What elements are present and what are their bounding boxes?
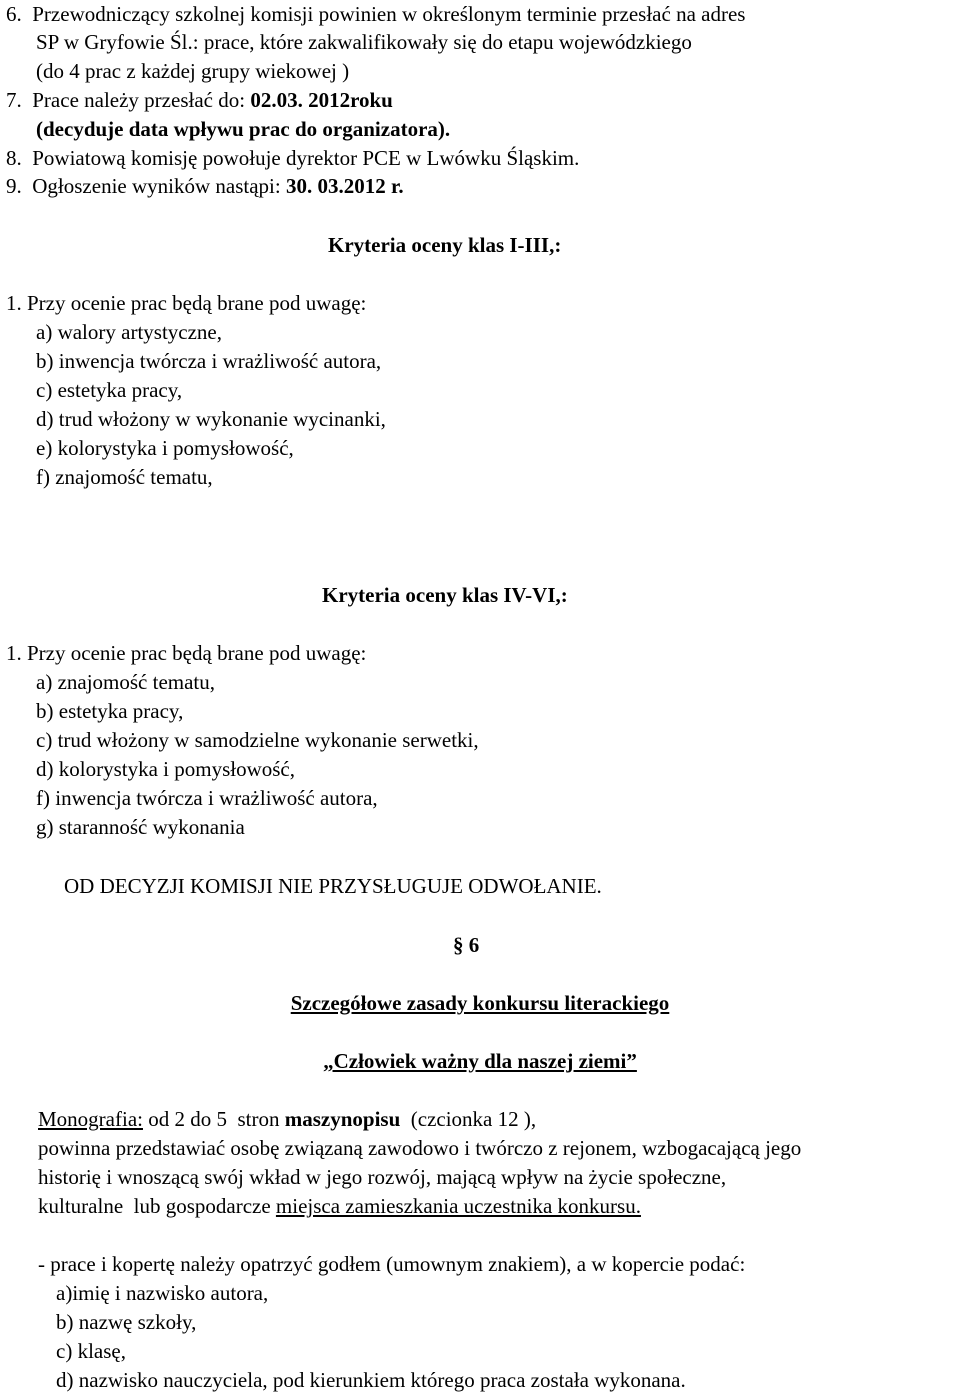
criteria-4-6-item-g: g) staranność wykonania (36, 815, 245, 839)
paragraph-6: § 6 (453, 933, 480, 957)
criteria-1-3-item-b: b) inwencja twórcza i wrażliwość autora, (36, 349, 382, 373)
criteria-4-6-item-f: f) inwencja twórcza i wrażliwość autora, (36, 786, 378, 810)
contest-title: Szczegółowe zasady konkursu literackiego (290, 991, 670, 1015)
criteria-1-3-item-e: e) kolorystyka i pomysłowość, (36, 436, 294, 460)
contest-subtitle: „Człowiek ważny dla naszej ziemi” (323, 1049, 637, 1073)
heading-criteria-1-3: Kryteria oceny klas I-III,: (328, 233, 562, 257)
criteria-4-6-item-a: a) znajomość tematu, (36, 670, 216, 694)
list-item-6-cont2: (do 4 prac z każdej grupy wiekowej ) (36, 59, 350, 83)
criteria-4-6-item-b: b) estetyka pracy, (36, 699, 184, 723)
monograph-line-2: powinna przedstawiać osobę związaną zawodowo i twórczo z rejonem, wzbogacającą jego (38, 1136, 802, 1160)
list-item-6-cont: SP w Gryfowie Śl.: prace, które zakwalifikowały się do etapu wojewódzkiego (36, 30, 692, 54)
envelope-item-c: c) klasę, (56, 1339, 126, 1363)
criteria-1-3-item-a: a) walory artystyczne, (36, 320, 222, 344)
criteria-4-6-item-d: d) kolorystyka i pomysłowość, (36, 757, 295, 781)
envelope-intro: - prace i kopertę należy opatrzyć godłem (umownym znakiem), a w kopercie podać: (38, 1252, 746, 1276)
list-item-6: 6. Przewodniczący szkolnej komisji powinien w określonym terminie przesłać na adres (6, 2, 746, 26)
criteria-4-6-item-c: c) trud włożony w samodzielne wykonanie serwetki, (36, 728, 479, 752)
envelope-item-b: b) nazwę szkoły, (56, 1310, 197, 1334)
criteria-1-3-item-c: c) estetyka pracy, (36, 378, 183, 402)
criteria-1-3-item-d: d) trud włożony w wykonanie wycinanki, (36, 407, 386, 431)
list-item-7-cont: (decyduje data wpływu prac do organizatora). (36, 117, 451, 141)
monograph-line-4: kulturalne lub gospodarcze miejsca zamieszkania uczestnika konkursu. (38, 1194, 641, 1218)
monograph-line-1: Monografia: od 2 do 5 stron maszynopisu (czcionka 12 ), (38, 1107, 537, 1131)
envelope-item-a: a)imię i nazwisko autora, (56, 1281, 269, 1305)
list-item-9: 9. Ogłoszenie wyników nastąpi: 30. 03.2012 r. (6, 174, 404, 198)
criteria-4-6-intro: 1. Przy ocenie prac będą brane pod uwagę: (6, 641, 367, 665)
envelope-item-d: d) nazwisko nauczyciela, pod kierunkiem którego praca została wykonana. (56, 1368, 686, 1392)
heading-criteria-4-6: Kryteria oceny klas IV-VI,: (322, 583, 568, 607)
monograph-line-3: historię i wnoszącą swój wkład w jego rozwój, mającą wpływ na życie społeczne, (38, 1165, 727, 1189)
list-item-8: 8. Powiatową komisję powołuje dyrektor PCE w Lwówku Śląskim. (6, 146, 580, 170)
criteria-1-3-intro: 1. Przy ocenie prac będą brane pod uwagę: (6, 291, 367, 315)
list-item-7: 7. Prace należy przesłać do: 02.03. 2012roku (6, 88, 393, 112)
no-appeal-notice: OD DECYZJI KOMISJI NIE PRZYSŁUGUJE ODWOŁANIE. (64, 874, 602, 898)
criteria-1-3-item-f: f) znajomość tematu, (36, 465, 213, 489)
